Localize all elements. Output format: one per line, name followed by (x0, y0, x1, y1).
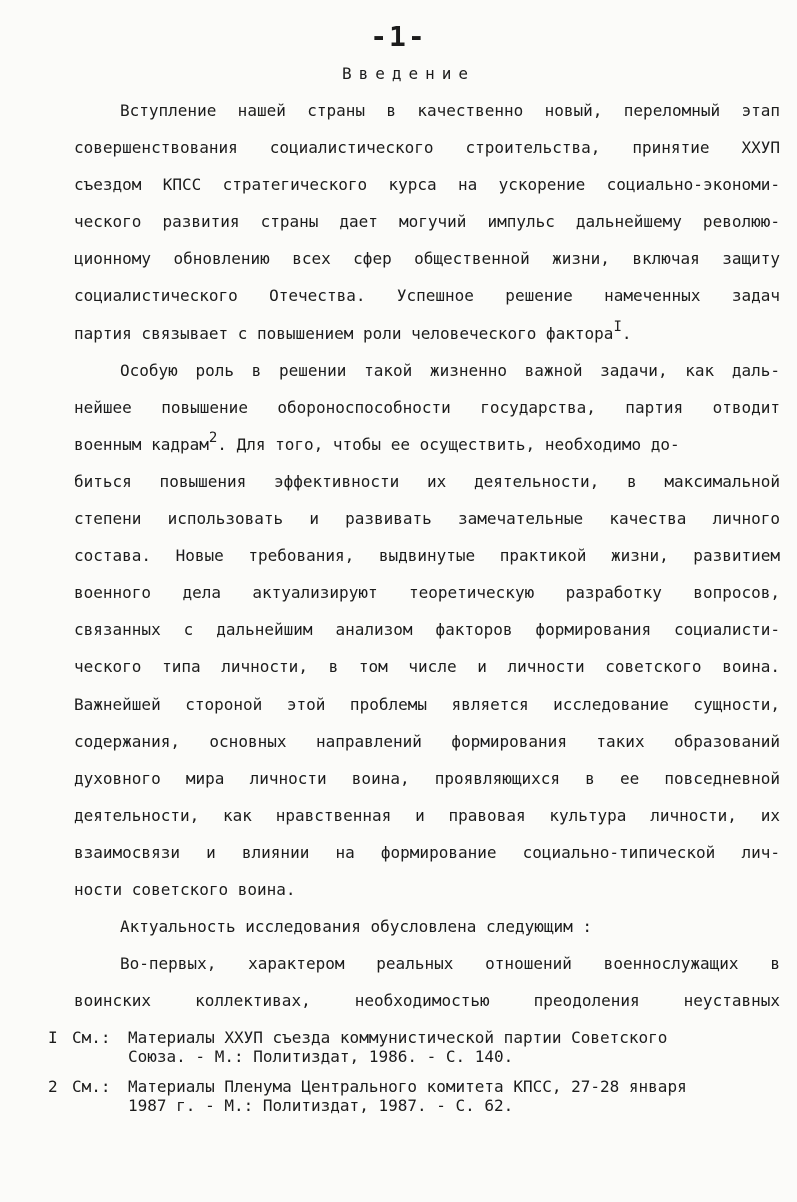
page-number: -1- (370, 20, 427, 53)
text-line: ческого типа личности, в том числе и личности советского воина. (74, 657, 780, 677)
text-line: ческого развития страны дает могучий импульс дальнейшему революю- (74, 212, 780, 232)
footnote-text: Материалы ХХУП съезда коммунистической партии Советского (128, 1028, 668, 1047)
footnote-mark: 2 (48, 1077, 58, 1096)
text-line: военного дела актуализируют теоретическую разработку вопросов, (74, 583, 780, 603)
text-line: содержания, основных направлений формирования таких образований (74, 731, 780, 751)
text-line: духовного мира личности воина, проявляющихся в ее повседневной (74, 768, 780, 788)
footnote-ref-1: I (613, 318, 622, 335)
main-text (74, 92, 780, 1019)
text-line: совершенствования социалистического строительства, принятие ХХУП (74, 138, 780, 158)
text-line: съездом КПСС стратегического курса на ускорение социально-экономи- (74, 175, 780, 195)
text-line-content: . Для того, чтобы ее осуществить, необходимо до- (217, 434, 680, 454)
text-line: нейшее повышение обороноспособности государства, партия отводит (74, 397, 780, 417)
footnote-2 (48, 1077, 788, 1115)
text-line: ционному обновлению всех сфер общественной жизни, включая защиту (74, 249, 780, 269)
text-line: Во-первых, характером реальных отношений военнослужащих в (120, 954, 780, 974)
footnote-1 (48, 1028, 788, 1066)
footnote-text: Союза. - М.: Политиздат, 1986. - С. 140. (128, 1047, 514, 1066)
text-line: связанных с дальнейшим анализом факторов формирования социалисти- (74, 620, 780, 640)
text-line: Важнейшей стороной этой проблемы является исследование сущности, (74, 694, 780, 714)
text-line: биться повышения эффективности их деятельности, в максимальной (74, 471, 780, 491)
text-line: степени использовать и развивать замечательные качества личного (74, 509, 780, 529)
text-line: социалистического Отечества. Успешное решение намеченных задач (74, 286, 780, 306)
text-line: воинских коллективах, необходимостью преодоления неуставных (74, 991, 780, 1011)
footnote-ref-2: 2 (208, 429, 218, 446)
footnote-text: Материалы Пленума Центрального комитета КПСС, 27-28 января (128, 1077, 687, 1096)
footnote-prefix: См.: (72, 1028, 111, 1047)
page-title: Введение (341, 64, 476, 83)
footnote-text: 1987 г. - М.: Политиздат, 1987. - С. 62. (128, 1096, 514, 1115)
text-line: деятельности, как нравственная и правовая культура личности, их (74, 805, 780, 825)
text-line: ности советского воина. (74, 879, 296, 899)
text-line-content: партия связывает с повышением роли человеческого фактора (74, 323, 614, 343)
text-line: Актуальность исследования обусловлена следующим : (120, 917, 593, 937)
footnote-mark: I (48, 1028, 58, 1047)
text-line: взаимосвязи и влиянии на формирование социально-типической лич- (74, 842, 780, 862)
text-line: Особую роль в решении такой жизненно важной задачи, как даль- (120, 360, 780, 380)
text-line: состава. Новые требования, выдвинутые практикой жизни, развитием (74, 546, 780, 566)
text-line: партия связывает с повышением роли человеческого фактора$^I$. (74, 318, 632, 343)
text-line (74, 426, 780, 463)
text-line: Вступление нашей страны в качественно новый, переломный этап (120, 101, 780, 120)
text-line-content: военным кадрам (74, 434, 209, 454)
footnote-prefix: См.: (72, 1077, 111, 1096)
